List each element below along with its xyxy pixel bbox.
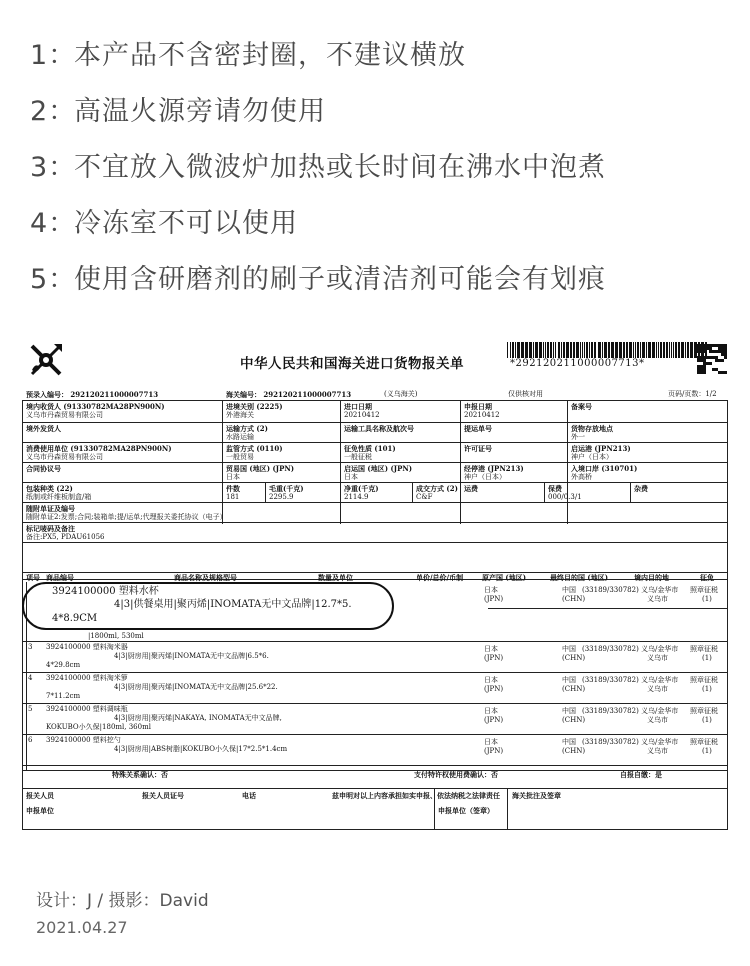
item-levy: 照章征税 [690,676,718,684]
item-line3: KOKUBO小久保|180ml, 360ml [46,723,151,731]
qr-code-icon [697,344,727,374]
item-levy: 照章征税 [690,645,718,653]
item-origin: 日本 [484,645,498,653]
form-title: 中华人民共和国海关进口货物报关单 [240,356,464,372]
item-dest: 中国 [562,676,576,684]
item-dest: 中国 [562,645,576,653]
item-line2: 4|3|厨房用|聚丙烯|INOMATA无中文品牌|6.5*6. [114,652,269,660]
customs-number: 海关编号： 292120211000007713 [226,390,352,399]
credits: 设计：J / 摄影：David [36,891,209,911]
note-item: 4： 冷冻室不可以使用 [30,207,298,239]
item-levy: 照章征税 [690,738,718,746]
item-number: 4 [28,674,33,682]
item-origin: 日本 [484,676,498,684]
item-dest-code: (CHN) [562,654,586,662]
item-dest-code: (CHN) [562,747,586,755]
note-item: 2： 高温火源旁请勿使用 [30,95,326,127]
item-dest: 中国 [562,738,576,746]
item-origin-code: (JPN) [484,716,504,724]
item-origin-code: (JPN) [484,685,504,693]
customs-declaration-form: 中华人民共和国海关进口货物报关单 *292120211000007713* 预录入编号： 292120211000007713 海关编号： 292120211000007713 (义乌海关) 仅供核对用 页码/页数：1/2 境内收货人 (91330782MA28PN900N) 义乌市丹森贸易有限公司 进境关别 (2225) 外港海关 进口日期 20210412 申报日期 20210412 备案号 境外发货人 运输方式 (2) 水路运输 运输工具名称及航次号 提运单号 货物存放地点 外一 消费使用单位 (91330782MA28PN900N) 义乌市丹森贸易有限公司 监管方式 (0110) 一般贸易 征免性质 (101) 一般征税 许可证号 启运港 (JPN213) 神户（日本） 合同协议号 贸易国 (地区) (JPN) 日本 启运国 (地区) (JPN) 日本 经停港 (JPN213) 神户（日本） 入境口岸 (310701) 外高桥 包装种类 (22) 纸制或纤维板制盒/箱 件数 181 毛重(千克) 2295.9 净重(千克) 2114.9 成交方式 (2) C&F 运费 保费 000/0.3/1 杂费 随附单证及编号 随附单证2:发票;合同;装箱单;提/运单;代理报关委托协议（电子） 标记唛码及备注 备注:PX5, PDAU61056 项号 商品编号 商品名称及规格型号 数量及单位 单价/总价/币制 原产国 (地区) 最终目的国 (地区) 境内目的地 征免 3924100000 塑料水杯 4|3|供餐桌用|聚丙烯|INOMATA无中文品牌|12.7*5. 4*8.9CM 日本 (JPN) 中国 (CHN) (33189/330782) 义乌/金华市 义乌市 照章征税 (1) |1800ml, 530ml 特殊关系确认：否 支付特许权使用费确认：否 自报自缴：是 报关人员 报关人员证号 电话 兹申明对以上内容承担如实申报、依法纳税之法律责任 海关批注及签章 申报单位 申报单位（签章） 3 3924100000 塑料淘米器 4|3|厨房用|聚丙烯|INOMATA无中文品牌|6.5*6. 4*29.8cm 日本 (JPN) 中国 (CHN) (33189/330782) 义乌/金华市 义乌市 照章征税 (1) 4 3924100000 塑料淘米箩 4|3|厨房用|聚丙烯|INOMATA无中文品牌|25.6*22. 7*11.2cm 日本 (JPN) 中国 (CHN) (33189/330782) 义乌/金华市 义乌市 照章征税 (1) 5 3924100000 塑料调味瓶 4|3|厨房用|聚丙烯|NAKAYA, INOMATA无中文品牌, KOKUBO小久保|180ml, 360ml 日本 (JPN) 中国 (CHN) (33189/330782) 义乌/金华市 义乌市 照章征税 (1) 6 3924100000 塑料挖勺 4|3|厨房用|ABS树脂|KOKUBO小久保|17*2.5*1.4cm 日本 (JPN) 中国 (CHN) (33189/330782) 义乌/金华市 义乌市 照章征税 (1) [22,336,728,830]
item-line1: 3924100000 塑料淘米器 [46,643,128,651]
item-source-city: 义乌市 [647,716,668,724]
page-count: 页码/页数：1/2 [668,390,717,398]
item-source: (33189/330782) 义乌/金华市 [582,645,679,653]
date: 2021.04.27 [36,918,128,937]
item-number: 6 [28,736,33,744]
item-number: 5 [28,705,33,713]
copy-type: 仅供核对用 [508,390,543,398]
item-line3: 4*8.9CM [52,613,98,624]
item-line1: 3924100000 塑料挖勺 [46,736,121,744]
note-item: 3： 不宜放入微波炉加热或长时间在沸水中泡煮 [30,151,606,183]
barcode-text: *292120211000007713* [510,358,645,369]
item-levy-code: (1) [702,716,712,724]
item-line1: 3924100000 塑料调味瓶 [46,705,128,713]
note-item: 1： 本产品不含密封圈，不建议横放 [30,39,466,71]
item-origin-code: (JPN) [484,747,504,755]
usage-notes [30,24,730,304]
note-item: 5： 使用含研磨剂的刷子或清洁剂可能会有划痕 [30,263,606,295]
item-line2: 4|3|厨房用|ABS树脂|KOKUBO小久保|17*2.5*1.4cm [114,745,288,753]
item-number: 3 [28,643,33,651]
item-source: (33189/330782) 义乌/金华市 [582,676,679,684]
item-dest-code: (CHN) [562,685,586,693]
item-line3: 4*29.8cm [46,661,81,669]
item-dest: 中国 [562,707,576,715]
item-source-city: 义乌市 [647,685,668,693]
item-line1: 3924100000 塑料水杯 [52,586,159,597]
item-line3: 7*11.2cm [46,692,81,700]
item-levy-code: (1) [702,685,712,693]
item-source-city: 义乌市 [647,747,668,755]
item-source: (33189/330782) 义乌/金华市 [582,707,679,715]
item-origin-code: (JPN) [484,654,504,662]
item-origin: 日本 [484,738,498,746]
item-levy-code: (1) [702,654,712,662]
item-dest-code: (CHN) [562,716,586,724]
item-origin: 日本 [484,707,498,715]
item-source: (33189/330782) 义乌/金华市 [582,738,679,746]
customs-office: (义乌海关) [384,390,418,398]
item-extra: |1800ml, 530ml [88,632,144,640]
item-line2: 4|3|供餐桌用|聚丙烯|INOMATA无中文品牌|12.7*5. [114,599,352,610]
item-line2: 4|3|厨房用|聚丙烯|INOMATA无中文品牌|25.6*22. [114,683,278,691]
item-levy: 照章征税 [690,707,718,715]
customs-emblem-icon [26,340,66,380]
pre-entry-number: 预录入编号： 292120211000007713 [26,390,159,399]
item-line1: 3924100000 塑料淘米箩 [46,674,128,682]
item-levy-code: (1) [702,747,712,755]
item-line2: 4|3|厨房用|聚丙烯|NAKAYA, INOMATA无中文品牌, [114,714,282,722]
item-source-city: 义乌市 [647,654,668,662]
